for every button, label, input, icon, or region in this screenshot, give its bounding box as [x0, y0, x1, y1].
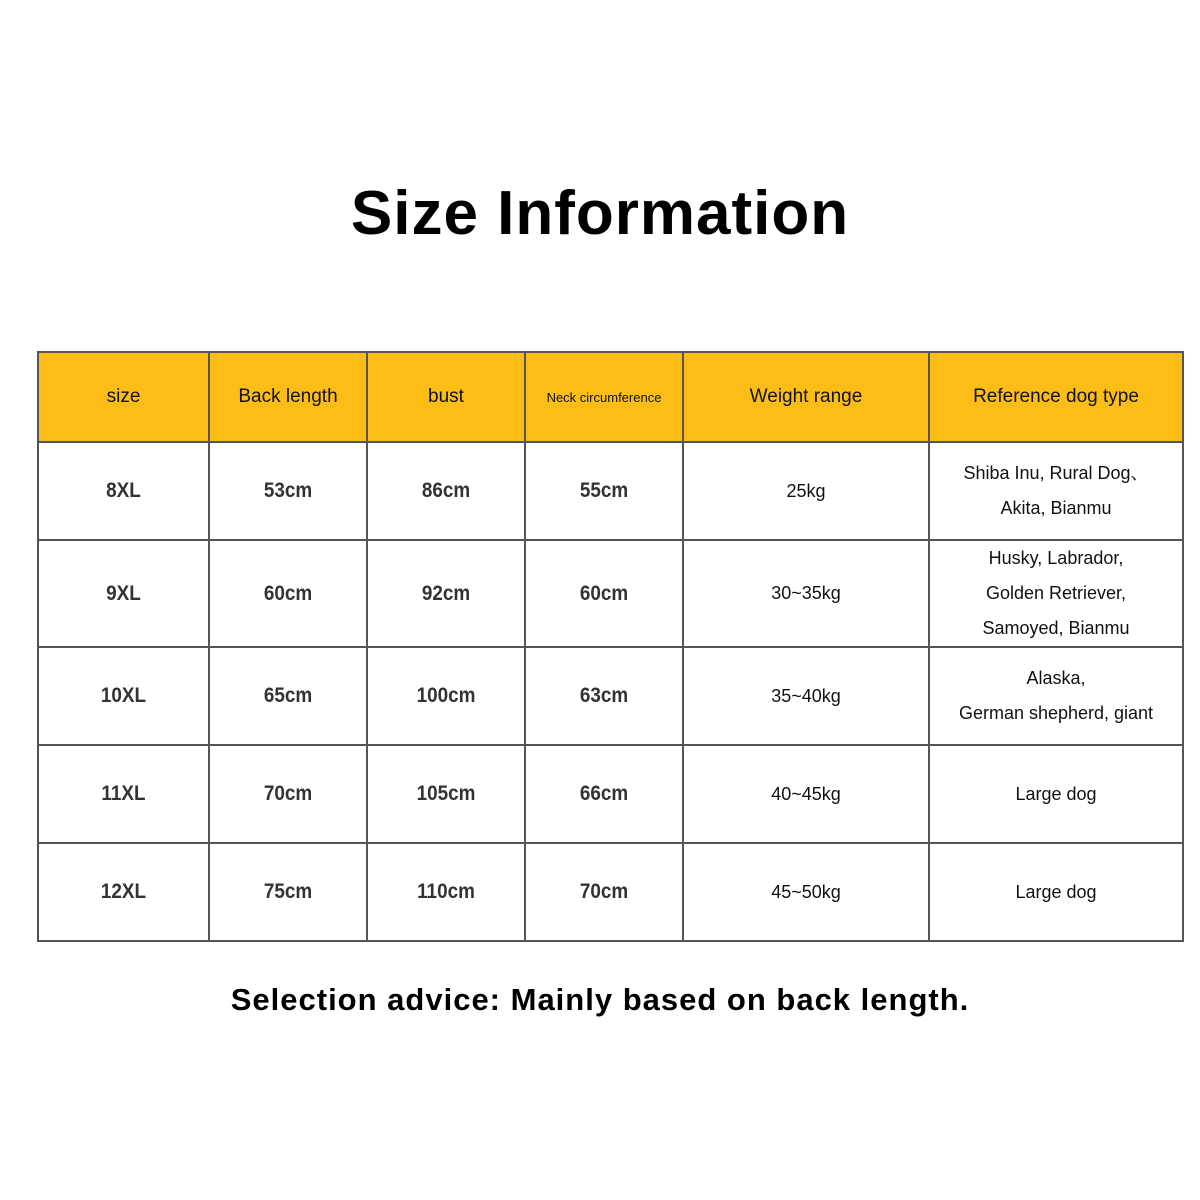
table-header-row: [38, 352, 1183, 442]
table-row: [38, 647, 1183, 745]
cell-back-length: 65cm: [217, 647, 359, 745]
cell-weight: 45~50kg: [683, 843, 929, 941]
header-bust: bust: [367, 352, 525, 442]
header-reference-dog-type: Reference dog type: [929, 352, 1183, 442]
cell-back-length: 70cm: [217, 745, 359, 843]
cell-size: 12XL: [47, 843, 201, 941]
cell-bust: 110cm: [375, 843, 517, 941]
reference-line: Large dog: [1015, 783, 1097, 804]
table-row: [38, 745, 1183, 843]
cell-reference: [929, 745, 1183, 843]
reference-line: Shiba Inu, Rural Dog、: [963, 463, 1149, 483]
page-title: Size Information: [350, 179, 850, 248]
cell-neck: 70cm: [533, 843, 675, 941]
cell-size: 11XL: [47, 745, 201, 843]
table-row: [38, 540, 1183, 647]
cell-size: 9XL: [47, 540, 201, 647]
cell-back-length: 75cm: [217, 843, 359, 941]
header-back-length: Back length: [209, 352, 367, 442]
reference-line: Golden Retriever,: [985, 583, 1127, 603]
header-weight-range: Weight range: [683, 352, 929, 442]
reference-line: Akita, Bianmu: [1000, 498, 1112, 518]
cell-neck: 60cm: [533, 540, 675, 647]
cell-reference: [929, 843, 1183, 941]
reference-line: Husky, Labrador,: [988, 548, 1124, 568]
table-row: [38, 442, 1183, 540]
cell-bust: 92cm: [375, 540, 517, 647]
cell-neck: 66cm: [533, 745, 675, 843]
header-size: size: [38, 352, 209, 442]
cell-neck: 55cm: [533, 442, 675, 540]
cell-back-length: 60cm: [217, 540, 359, 647]
cell-weight: 30~35kg: [683, 540, 929, 647]
cell-size: 10XL: [47, 647, 201, 745]
reference-line: Large dog: [1015, 881, 1097, 902]
size-table: [37, 351, 1184, 942]
cell-reference: [929, 540, 1183, 647]
cell-bust: 100cm: [375, 647, 517, 745]
cell-reference: [929, 442, 1183, 540]
table-row: [38, 843, 1183, 941]
selection-advice: Selection advice: Mainly based on back length.: [230, 982, 970, 1017]
cell-bust: 105cm: [375, 745, 517, 843]
cell-back-length: 53cm: [217, 442, 359, 540]
reference-line: German shepherd, giant: [958, 703, 1154, 723]
reference-line: Samoyed, Bianmu: [982, 618, 1130, 638]
cell-weight: 40~45kg: [683, 745, 929, 843]
cell-size: 8XL: [47, 442, 201, 540]
cell-reference: [929, 647, 1183, 745]
cell-weight: 35~40kg: [683, 647, 929, 745]
header-neck-circumference: Neck circumference: [525, 352, 683, 442]
cell-weight: 25kg: [683, 442, 929, 540]
reference-line: Alaska,: [1026, 668, 1086, 688]
cell-neck: 63cm: [533, 647, 675, 745]
cell-bust: 86cm: [375, 442, 517, 540]
